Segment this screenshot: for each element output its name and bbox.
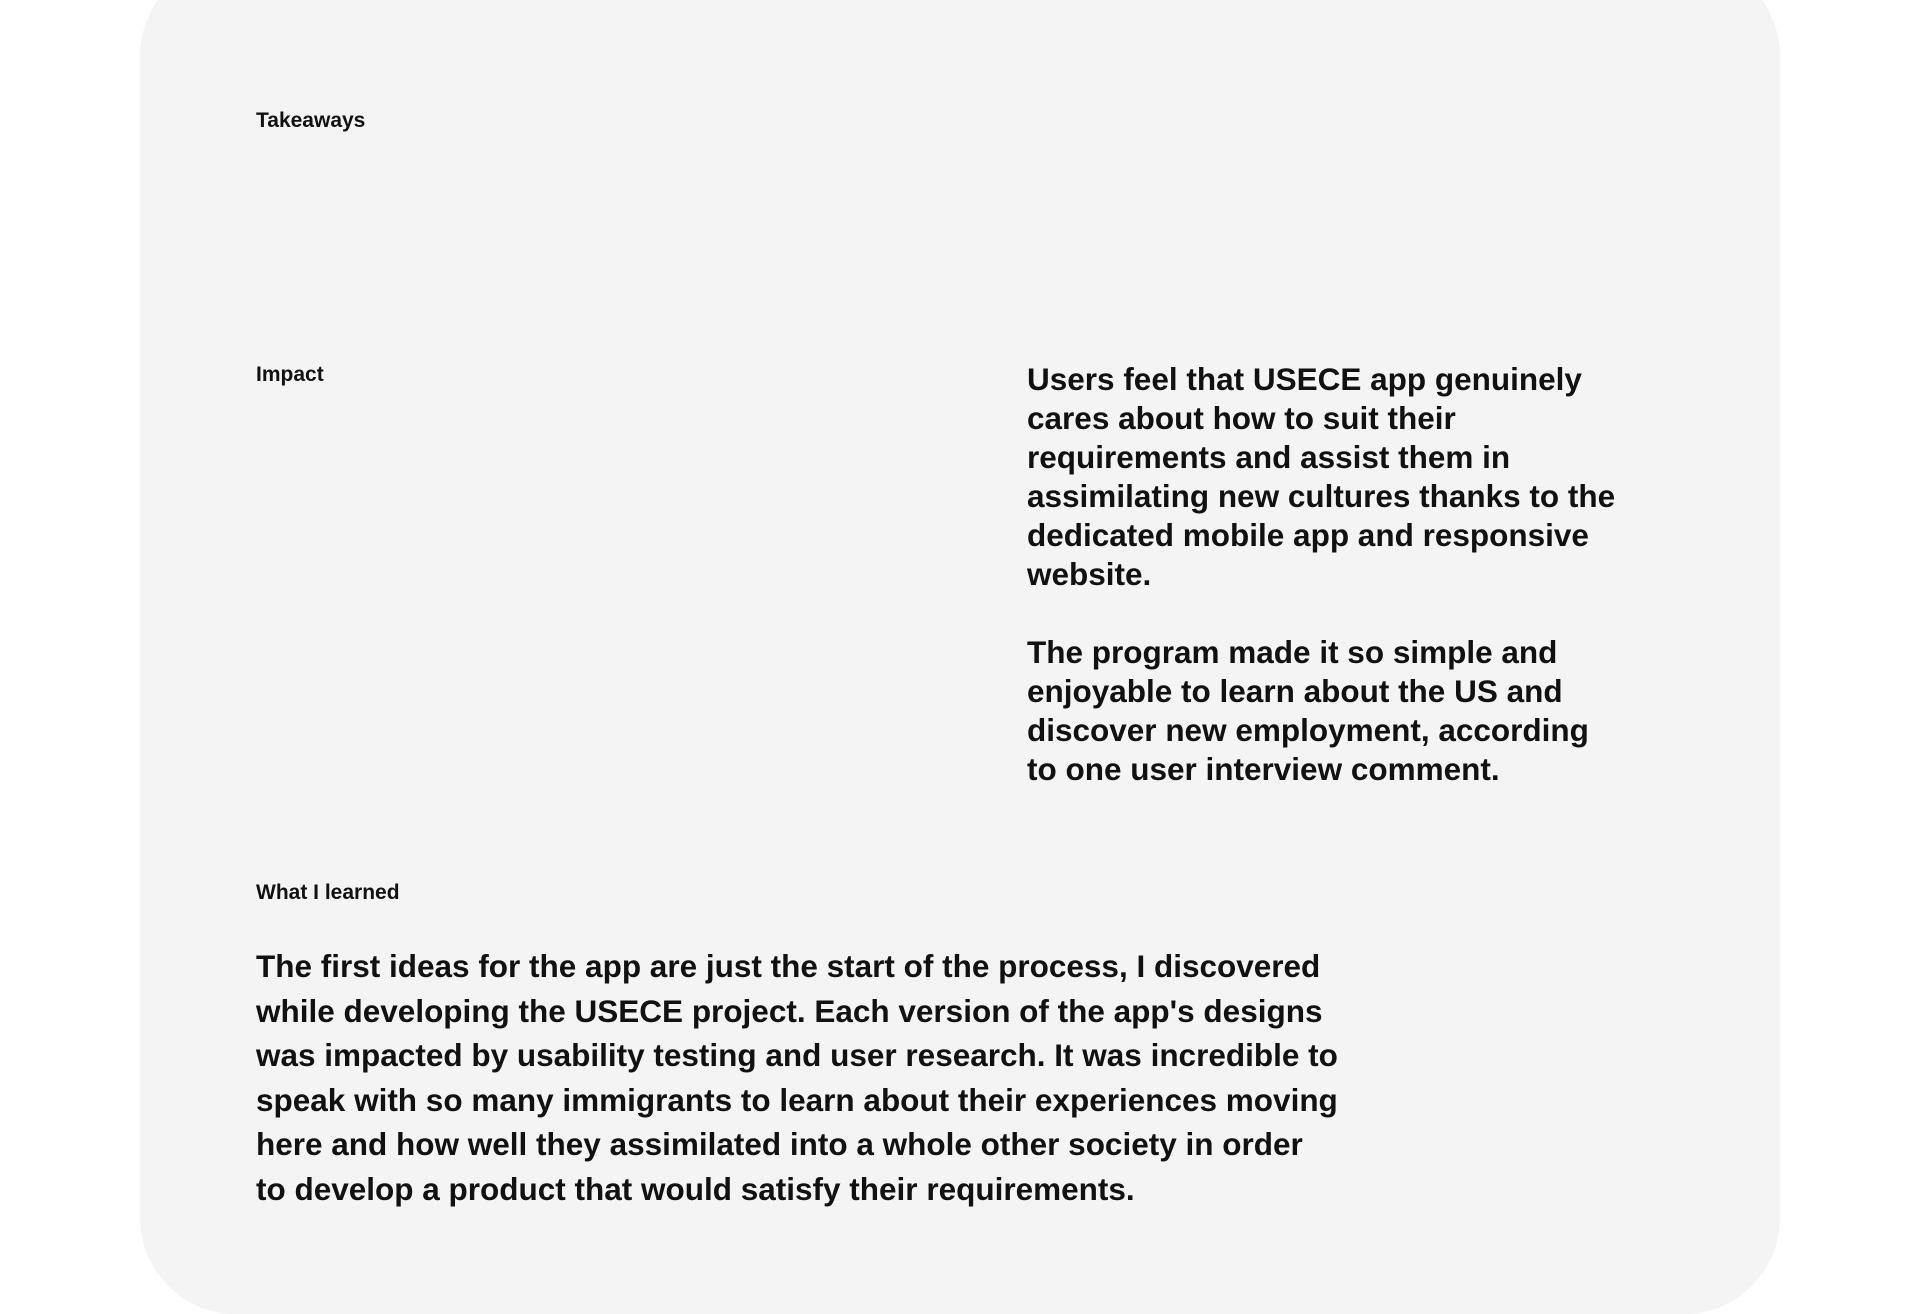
impact-body bbox=[1027, 360, 1627, 789]
learned-line: was impacted by usability testing and user research. It was incredible to bbox=[256, 1037, 1338, 1073]
learned-line: The first ideas for the app are just the start of the process, I discovered bbox=[256, 948, 1321, 984]
impact-paragraph: The program made it so simple and enjoyable to learn about the US and discover new employment, according to one user interview comment. bbox=[1027, 634, 1589, 787]
section-label-what-i-learned: What I learned bbox=[256, 881, 400, 904]
learned-line: to develop a product that would satisfy their requirements. bbox=[256, 1170, 1135, 1207]
section-label-impact: Impact bbox=[256, 363, 324, 386]
learned-line: here and how well they assimilated into a whole other society in order bbox=[256, 1126, 1303, 1162]
what-i-learned-body bbox=[256, 944, 1346, 1211]
impact-paragraph: Users feel that USECE app genuinely cares about how to suit their requirements and assist them in assimilating new cultures thanks to the dedicated mobile app and responsive website. bbox=[1027, 361, 1616, 592]
learned-line: while developing the USECE project. Each version of the app's designs bbox=[256, 992, 1323, 1029]
section-label-takeaways: Takeaways bbox=[256, 109, 366, 132]
learned-line: speak with so many immigrants to learn about their experiences moving bbox=[256, 1081, 1338, 1118]
